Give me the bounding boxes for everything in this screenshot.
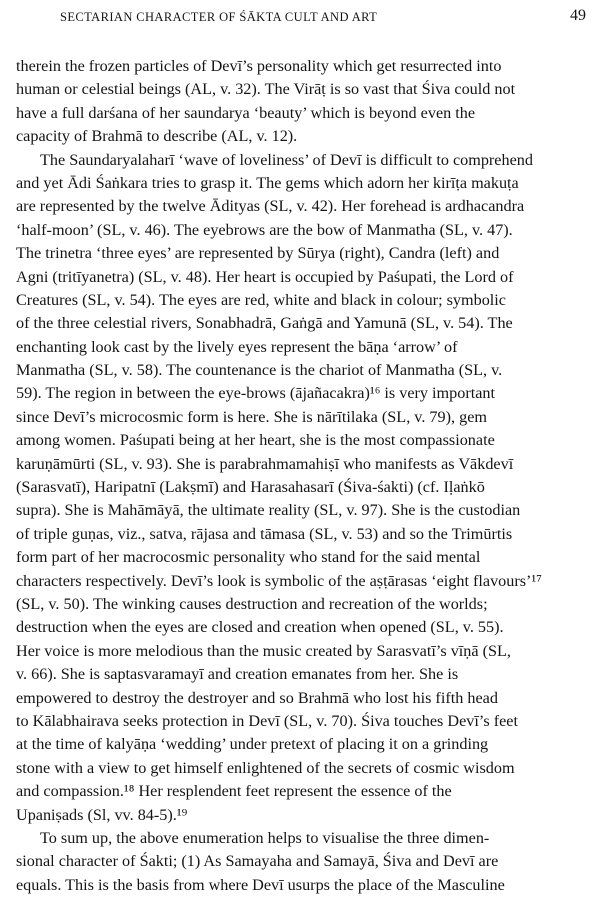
text-line: Manmatha (SL, v. 58). The countenance is the chariot of Manmatha (SL, v. bbox=[16, 361, 503, 380]
text-line: Creatures (SL, v. 54). The eyes are red, white and black in colour; symbolic bbox=[16, 290, 506, 309]
text-line: (Sarasvatī), Haripatnī (Lakṣmī) and Harasahasarī (Śiva-śakti) (cf. Iḷaṅkō bbox=[16, 478, 485, 497]
text-line: among women. Paśupati being at her heart, she is the most compassionate bbox=[16, 431, 495, 450]
text-line: and compassion.¹⁸ Her resplendent feet represent the essence of the bbox=[16, 782, 452, 801]
text-line: Agni (tritīyanetra) (SL, v. 48). Her heart is occupied by Paśupati, the Lord of bbox=[16, 267, 514, 286]
text-line: sional character of Śakti; (1) As Samayaha and Samayā, Śiva and Devī are bbox=[16, 852, 499, 871]
body-text bbox=[16, 55, 588, 897]
text-line: ‘half-moon’ (SL, v. 46). The eyebrows are the bow of Manmatha (SL, v. 47). bbox=[16, 220, 513, 239]
text-line: karuṇāmūrti (SL, v. 93). She is parabrahmamahiṣī who manifests as Vākdevī bbox=[16, 454, 514, 473]
text-line: supra). She is Mahāmāyā, the ultimate reality (SL, v. 97). She is the custodian bbox=[16, 501, 521, 520]
text-line: Her voice is more melodious than the music created by Sarasvatī’s vīṇā (SL, bbox=[16, 641, 511, 660]
text-line: at the time of kalyāṇa ‘wedding’ under pretext of placing it on a grinding bbox=[16, 735, 489, 754]
text-line: to Kālabhairava seeks protection in Devī (SL, v. 70). Śiva touches Devī’s feet bbox=[16, 711, 518, 730]
page-number: 49 bbox=[570, 7, 586, 24]
text-line: of the three celestial rivers, Sonabhadrā, Gaṅgā and Yamunā (SL, v. 54). The bbox=[16, 314, 513, 333]
text-line: v. 66). She is saptasvaramayī and creation emanates from her. She is bbox=[16, 665, 459, 684]
text-line: therein the frozen particles of Devī’s personality which get resurrected into bbox=[16, 57, 502, 75]
text-line: destruction when the eyes are closed and creation when opened (SL, v. 55). bbox=[16, 618, 504, 637]
text-line: 59). The region in between the eye-brows (ājañacakra)¹⁶ is very important bbox=[16, 384, 496, 403]
text-line: since Devī’s microcosmic form is here. She is nārītilaka (SL, v. 79), gem bbox=[16, 407, 487, 426]
text-line: form part of her macrocosmic personality who stand for the said mental bbox=[16, 548, 481, 567]
text-line: empowered to destroy the destroyer and so Brahmā who lost his fifth head bbox=[16, 688, 498, 707]
text-line: stone with a view to get himself enlightened of the secrets of cosmic wisdom bbox=[16, 758, 515, 777]
paragraph-start-line: To sum up, the above enumeration helps to visualise the three dimen- bbox=[40, 828, 490, 847]
text-line: equals. This is the basis from where Devī usurps the place of the Masculine bbox=[16, 875, 505, 894]
running-header: SECTARIAN CHARACTER OF ŚĀKTA CULT AND ART bbox=[60, 10, 378, 24]
text-line: (SL, v. 50). The winking causes destruction and recreation of the worlds; bbox=[16, 594, 488, 613]
text-line: characters respectively. Devī’s look is symbolic of the aṣṭārasas ‘eight flavours’¹⁷ bbox=[16, 571, 542, 590]
text-line: human or celestial beings (AL, v. 32). The Virāṭ is so vast that Śiva could not bbox=[16, 80, 516, 99]
text-line: and yet Ādi Śaṅkara tries to grasp it. The gems which adorn her kirīṭa makuṭa bbox=[16, 173, 519, 192]
paragraph-start-line: The Saundaryalaharī ‘wave of loveliness’ of Devī is difficult to comprehend bbox=[40, 150, 533, 169]
text-line: Upaniṣads (Sl, vv. 84-5).¹⁹ bbox=[16, 805, 188, 824]
text-line: are represented by the twelve Ādityas (SL, v. 42). Her forehead is ardhacandra bbox=[16, 197, 525, 216]
text-line: The trinetra ‘three eyes’ are represented by Sūrya (right), Candra (left) and bbox=[16, 244, 500, 263]
text-line: have a full darśana of her saundarya ‘beauty’ which is beyond even the bbox=[16, 103, 476, 122]
text-line: enchanting look cast by the lively eyes represent the bāṇa ‘arrow’ of bbox=[16, 337, 458, 356]
text-line: capacity of Brahmā to describe (AL, v. 12). bbox=[16, 127, 298, 146]
text-line: of triple guṇas, viz., satva, rājasa and tāmasa (SL, v. 53) and so the Trimūrtis bbox=[16, 524, 513, 543]
